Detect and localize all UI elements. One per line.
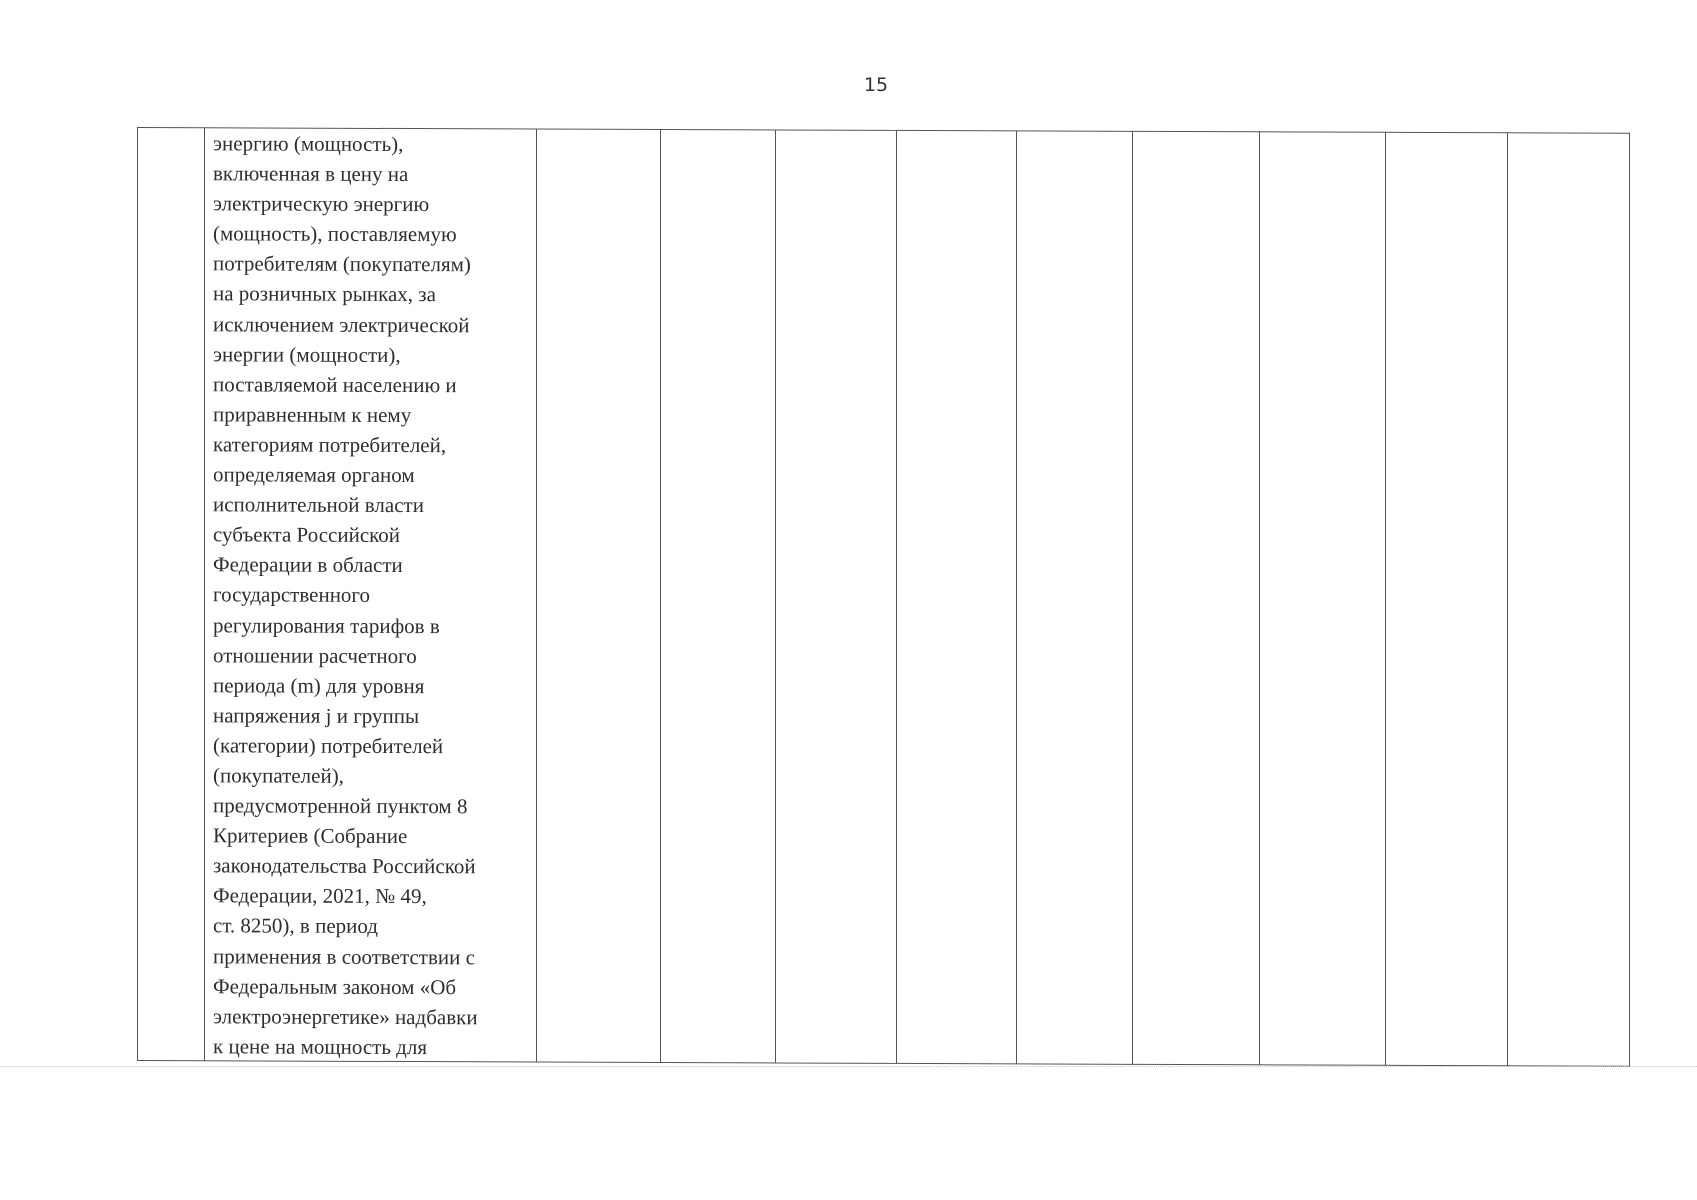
description-line: к цене на мощность для (213, 1034, 427, 1059)
description-line: поставляемой населению и (213, 372, 457, 397)
description-line: Федеральным законом «Об (213, 973, 457, 999)
description-line: Критериев (Собрание (213, 823, 408, 849)
description-line: применения в соответствии с (213, 943, 475, 969)
description-line: на розничных рынках, за (213, 281, 436, 307)
table-row (138, 128, 1630, 1067)
value-cell (1386, 132, 1508, 1065)
description-line: предусмотренной пунктом 8 (213, 793, 468, 819)
description-line: категориям потребителей, (213, 432, 447, 458)
description-line: периода (m) для уровня (213, 672, 425, 698)
description-line: электроэнергетике» надбавки (213, 1004, 478, 1030)
description-line: государственного (213, 582, 371, 608)
description-line: Федерации, 2021, № 49, (213, 883, 427, 909)
description-line: приравненным к нему (213, 402, 412, 427)
value-cell (1133, 131, 1260, 1064)
description-line: определяемая органом (213, 462, 415, 488)
page-number: 15 (863, 74, 889, 96)
description-line: включенная в цену на (213, 161, 409, 187)
description-line: исполнительной власти (213, 492, 424, 518)
data-table (137, 127, 1630, 1067)
scan-artifact-line (0, 1066, 1697, 1069)
value-cell (1508, 133, 1630, 1066)
description-line: регулирования тарифов в (213, 612, 440, 638)
description-line: электрическую энергию (213, 191, 430, 217)
value-cell (1260, 132, 1386, 1065)
description-line: ст. 8250), в период (213, 913, 378, 939)
description-text (205, 128, 536, 1061)
description-line: энергии (мощности), (213, 341, 401, 367)
description-line: напряжения j и группы (213, 703, 420, 728)
description-cell (205, 128, 537, 1062)
description-line: Федерации в области (213, 552, 403, 578)
value-cell (776, 130, 897, 1063)
description-line: (категории) потребителей (213, 733, 444, 759)
description-line: энергию (мощность), (213, 131, 404, 157)
value-cell (537, 129, 661, 1062)
description-line: (покупателей), (213, 763, 344, 788)
description-line: субъекта Российской (213, 522, 401, 548)
description-line: законодательства Российской (213, 853, 476, 879)
value-cell (661, 130, 776, 1063)
description-line: (мощность), поставляемую (213, 221, 457, 247)
description-line: отношении расчетного (213, 642, 417, 668)
row-number-cell (138, 128, 205, 1061)
value-cell (1017, 131, 1133, 1064)
description-line: исключением электрической (213, 311, 470, 337)
value-cell (897, 130, 1017, 1063)
description-line: потребителям (покупателям) (213, 251, 471, 277)
